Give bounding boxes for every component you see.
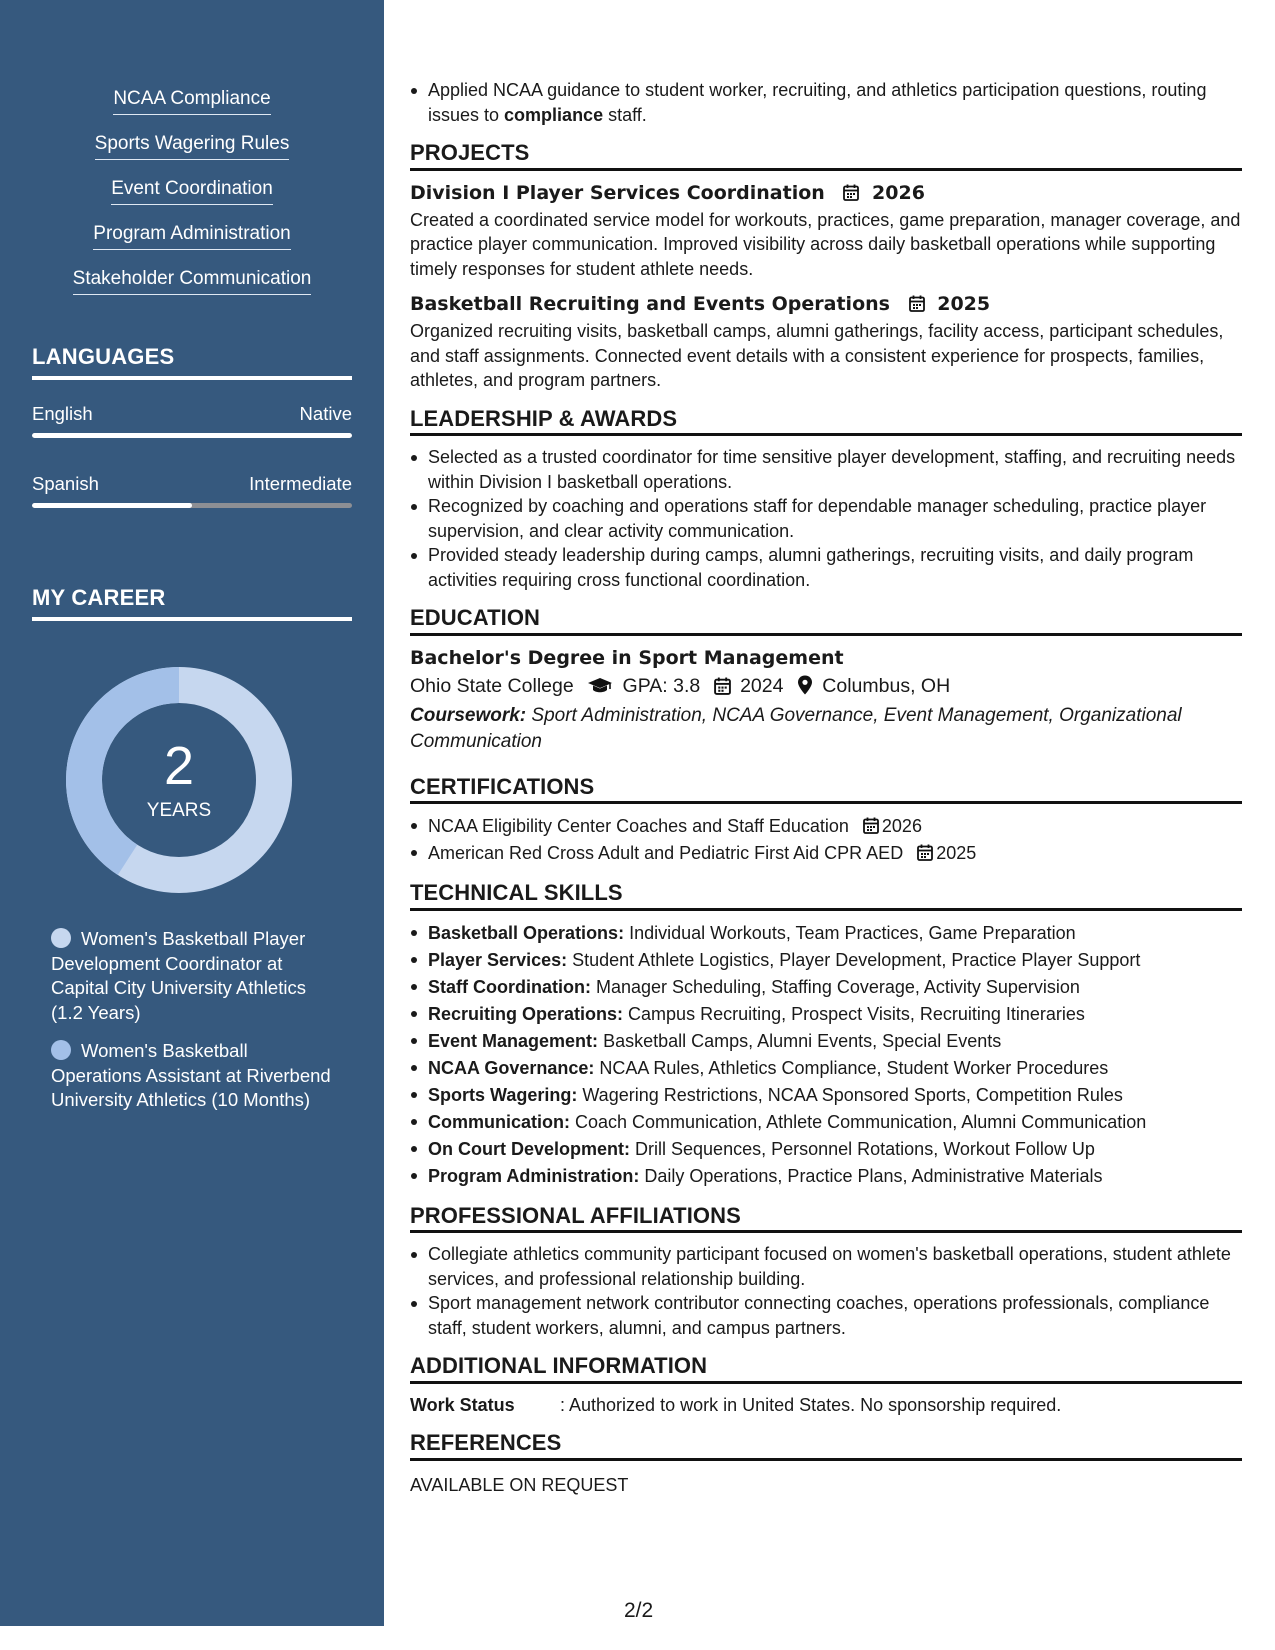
certification-year: 2025 [936, 843, 977, 863]
language-name: English [32, 403, 93, 424]
list-item: On Court Development: Drill Sequences, Personnel Rotations, Workout Follow Up [410, 1136, 1242, 1163]
location-pin-icon [797, 675, 813, 695]
affiliations-heading: PROFESSIONAL AFFILIATIONS [410, 1204, 1242, 1234]
skill-category: Event Management: [428, 1030, 599, 1051]
project-description: Created a coordinated service model for workouts, practices, game preparation, manager coverage, and practice player communication. Improved visibility across daily basketball operations while supporting timely responses for student athlete needs. [410, 209, 1241, 279]
education-details [410, 671, 1242, 701]
education-heading: EDUCATION [410, 606, 1242, 636]
education-gpa: GPA: 3.8 [622, 674, 701, 697]
main-content [410, 78, 1242, 1497]
skill-category: Basketball Operations: [428, 922, 625, 943]
leadership-heading: LEADERSHIP & AWARDS [410, 407, 1242, 437]
calendar-icon [843, 184, 859, 201]
project-item [410, 180, 1242, 282]
list-item: Event Management: Basketball Camps, Alumni Events, Special Events [410, 1028, 1242, 1055]
career-item: Women's Basketball Operations Assistant at Riverbend University Athletics (10 Months) [51, 1040, 331, 1110]
career-list [51, 927, 331, 1127]
language-level: Intermediate [249, 473, 352, 494]
projects-heading: PROJECTS [410, 141, 1242, 171]
coursework-label: Coursework: [410, 704, 527, 726]
affiliations-list [410, 1242, 1242, 1340]
skill-category: Communication: [428, 1111, 570, 1132]
career-total-number: 2 [163, 736, 195, 796]
list-item: Program Administration: Daily Operations, Practice Plans, Administrative Materials [410, 1163, 1242, 1190]
career-item: Women's Basketball Player Development Coordinator at Capital City University Athletics (1.2 Years) [51, 928, 306, 1023]
list-item: NCAA Governance: NCAA Rules, Athletics Compliance, Student Worker Procedures [410, 1055, 1242, 1082]
certification-year: 2026 [881, 816, 922, 836]
work-status-value: : Authorized to work in United States. No sponsorship required. [560, 1394, 1062, 1415]
skill-category: Staff Coordination: [428, 976, 591, 997]
list-item: Provided steady leadership during camps, alumni gatherings, recruiting visits, and daily program activities requiring cross functional coordination. [410, 543, 1242, 592]
language-proficiency-fill [32, 433, 352, 438]
list-item: Sports Wagering: Wagering Restrictions, NCAA Sponsored Sports, Competition Rules [410, 1082, 1242, 1109]
education-year: 2024 [740, 674, 784, 697]
project-title: Basketball Recruiting and Events Operations [410, 293, 890, 315]
list-item: Recognized by coaching and operations staff for dependable manager scheduling, practice player supervision, and clear activity communication. [410, 494, 1242, 543]
list-item: Applied NCAA guidance to student worker, recruiting, and athletics participation questions, routing issues to compliance staff. [410, 78, 1242, 127]
skill-category: Player Services: [428, 949, 568, 970]
education-location: Columbus, OH [822, 674, 951, 697]
skill-tag: Sports Wagering Rules [0, 130, 384, 175]
list-item: Recruiting Operations: Campus Recruiting, Prospect Visits, Recruiting Itineraries [410, 1001, 1242, 1028]
work-status-label: Work Status [410, 1394, 515, 1415]
project-title: Division I Player Services Coordination [410, 181, 825, 204]
skill-category: NCAA Governance: [428, 1057, 595, 1078]
references-text: AVAILABLE ON REQUEST [410, 1474, 629, 1495]
career-legend-dot [51, 928, 71, 948]
technical-skills-heading: TECHNICAL SKILLS [410, 881, 1242, 911]
list-item: Basketball Operations: Individual Workouts, Team Practices, Game Preparation [410, 920, 1242, 947]
skill-category: On Court Development: [428, 1138, 631, 1159]
list-item [410, 840, 1242, 867]
certifications-list [410, 813, 1242, 867]
calendar-icon [714, 677, 731, 695]
skill-category: Program Administration: [428, 1165, 640, 1186]
list-item: Collegiate athletics community participant focused on women's basketball operations, student athlete services, and professional relationship building. [410, 1242, 1242, 1291]
languages-heading: LANGUAGES [32, 344, 352, 380]
leadership-list [410, 445, 1242, 592]
project-year: 2026 [872, 181, 925, 204]
skill-tag: Stakeholder Communication [0, 265, 384, 310]
calendar-icon [917, 844, 933, 861]
skill-tag: Event Coordination [0, 175, 384, 220]
project-description: Organized recruiting visits, basketball camps, alumni gatherings, facility access, participant schedules, and staff assignments. Connected event details with a consistent experience for prospects, families, athletes, and program partners. [410, 321, 1224, 390]
list-item: Communication: Coach Communication, Athlete Communication, Alumni Communication [410, 1109, 1242, 1136]
education-coursework [410, 703, 1242, 755]
calendar-icon [863, 817, 879, 834]
sidebar [0, 0, 384, 1626]
language-proficiency-fill [32, 503, 192, 508]
calendar-icon [909, 295, 925, 312]
work-status-row [410, 1393, 1242, 1418]
list-item: Staff Coordination: Manager Scheduling, Staffing Coverage, Activity Supervision [410, 974, 1242, 1001]
education-school: Ohio State College [410, 674, 574, 697]
skill-tag: Program Administration [0, 220, 384, 265]
experience-bullets [410, 78, 1242, 127]
career-legend-dot [51, 1040, 71, 1060]
skill-category: Recruiting Operations: [428, 1003, 624, 1024]
language-name: Spanish [32, 473, 99, 494]
certification-name: NCAA Eligibility Center Coaches and Staff Education [428, 816, 849, 836]
career-total-unit: YEARS [146, 800, 212, 821]
list-item: Sport management network contributor connecting coaches, operations professionals, compliance staff, student workers, alumni, and campus partners. [410, 1291, 1242, 1340]
project-year: 2025 [937, 293, 991, 315]
language-proficiency-bar [32, 503, 352, 508]
skill-category: Sports Wagering: [428, 1084, 578, 1105]
list-item: Player Services: Student Athlete Logistics, Player Development, Practice Player Support [410, 947, 1242, 974]
language-level: Native [299, 403, 352, 424]
list-item: Selected as a trusted coordinator for time sensitive player development, staffing, and recruiting needs within Division I basketball operations. [410, 445, 1242, 494]
language-proficiency-bar [32, 433, 352, 438]
list-item [410, 813, 1242, 840]
additional-info-heading: ADDITIONAL INFORMATION [410, 1354, 1242, 1384]
language-row [32, 473, 352, 495]
page-number: 2/2 [624, 1599, 654, 1622]
coursework-list: Sport Administration, NCAA Governance, Event Management, Organizational Communication [410, 704, 1182, 752]
references-heading: REFERENCES [410, 1431, 1242, 1461]
skill-tag-list [0, 85, 384, 310]
career-heading: MY CAREER [32, 585, 352, 621]
education-degree: Bachelor's Degree in Sport Management [410, 646, 844, 669]
project-item [410, 291, 1242, 393]
certification-name: American Red Cross Adult and Pediatric First Aid CPR AED [428, 843, 904, 863]
graduation-cap-icon [587, 677, 613, 695]
language-row [32, 403, 352, 425]
skill-tag: NCAA Compliance [0, 85, 384, 130]
certifications-heading: CERTIFICATIONS [410, 775, 1242, 805]
technical-skills-list [410, 920, 1242, 1190]
